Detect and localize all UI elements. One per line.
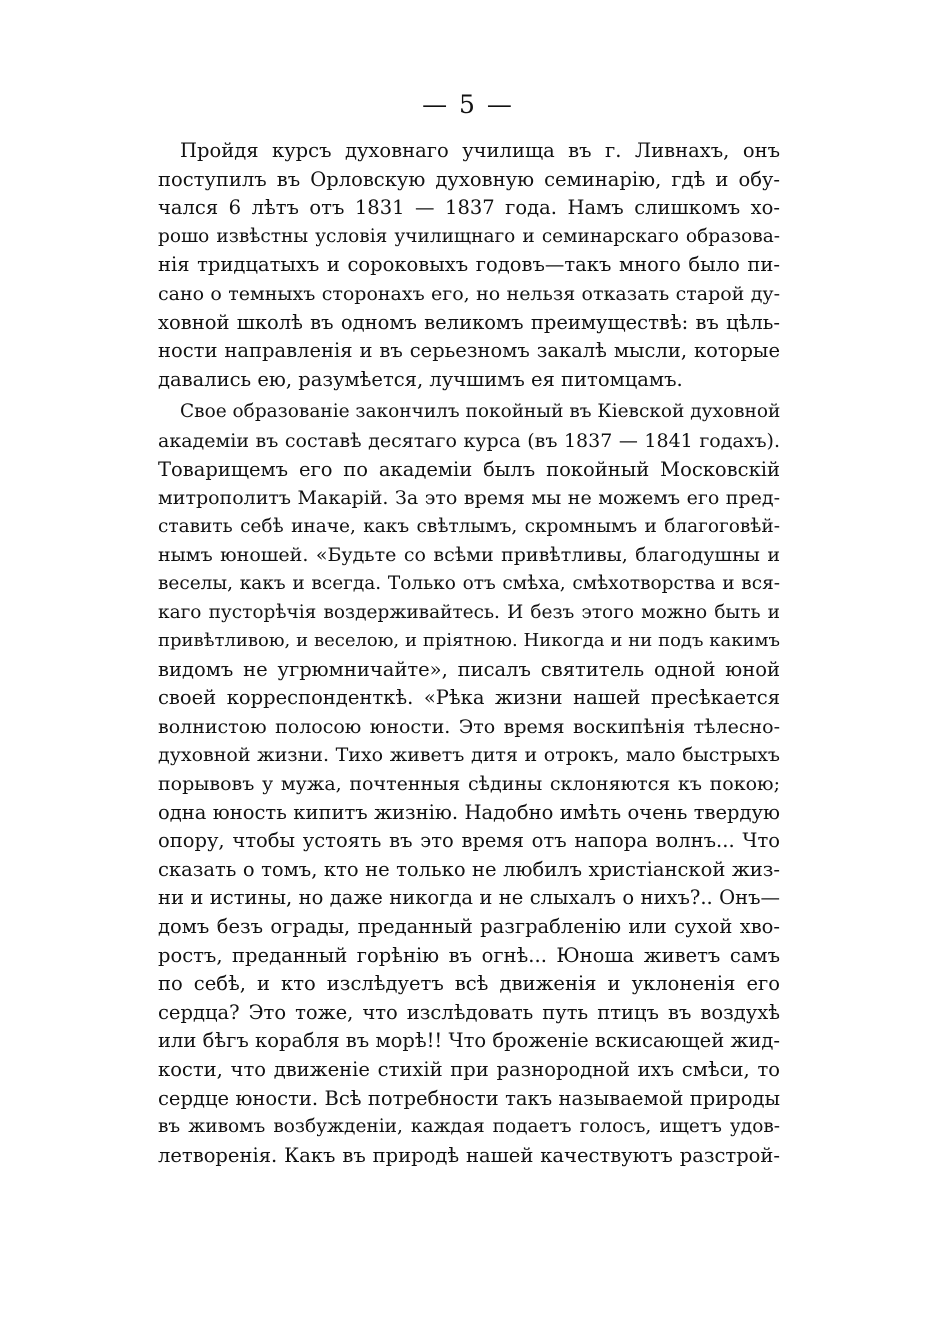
text-line: Свое образованіе закончилъ покойный въ Кіевской духовной [180,401,780,423]
text-line: летворенія. Какъ въ природѣ нашей качествуютъ разстрой- [158,1143,780,1167]
text-line: опору, чтобы устоять въ это время отъ напора волнъ... Что [158,829,780,853]
page-number: — 5 — [422,90,514,119]
body-text [158,137,780,1170]
text-line: видомъ не угрюмничайте», писалъ святитель одной юной [158,657,780,681]
text-line: ни и истины, но даже никогда и не слыхалъ о нихъ?.. Онъ— [158,886,780,910]
text-line: веселы, какъ и всегда. Только отъ смѣха, смѣхотворства и вся- [158,572,780,594]
text-line: сердце юности. Всѣ потребности такъ называемой природы [158,1086,780,1110]
text-line: чался 6 лѣтъ отъ 1831 — 1837 года. Намъ слишкомъ хо- [158,196,780,220]
paragraph [158,398,780,1170]
text-line: ростъ, преданный горѣнію въ огнѣ... Юноша живетъ самъ [158,943,780,967]
text-line: одна юность кипитъ жизнію. Надобно имѣть очень твердую [158,800,780,824]
text-line: поступилъ въ Орловскую духовную семинарію, гдѣ и обу- [158,167,780,191]
text-line: сердца? Это тоже, что изслѣдовать путь птицъ въ воздухѣ [158,1000,780,1024]
text-line: домъ безъ ограды, преданный разграбленію или сухой хво- [158,915,780,939]
text-line: сказать о томъ, кто не только не любилъ христіанской жиз- [158,857,780,881]
text-line: своей корреспонденткѣ. «Рѣка жизни нашей пресѣкается [158,686,780,710]
text-line: волнистою полосою юности. Это время воскипѣнія тѣлесно- [158,715,780,738]
text-line: по себѣ, и кто изслѣдуетъ всѣ движенія и уклоненія его [158,972,780,996]
text-line: Товарищемъ его по академіи былъ покойный Московскій [158,457,780,481]
text-line: сано о темныхъ сторонахъ его, но нельзя отказать старой ду- [158,282,780,305]
text-line: ности направленія и въ серьезномъ закалѣ мысли, которые [158,339,780,363]
text-line: ховной школѣ въ одномъ великомъ преимуществѣ: въ цѣль- [158,310,780,334]
text-line: рошо извѣстны условія училищнаго и семинарскаго образова- [158,225,780,247]
text-line: митрополитъ Макарій. За это время мы не можемъ его пред- [158,487,780,510]
text-line: кости, что движеніе стихій при разнородной ихъ смѣси, то [158,1058,780,1081]
text-line: нымъ юношей. «Будьте со всѣми привѣтливы, благодушны и [158,544,780,567]
text-line: каго пусторѣчія воздерживайтесь. И безъ этого можно быть и [158,601,780,623]
text-line: порывовъ у мужа, почтенныя сѣдины склоняются къ покою; [158,773,780,796]
text-line: давались ею, разумѣется, лучшимъ ея питомцамъ. [158,367,683,391]
text-line: Пройдя курсъ духовнаго училища въ г. Ливнахъ, онъ [180,139,780,162]
text-line: привѣтливою, и веселою, и пріятною. Никогда и ни подъ какимъ [158,630,780,652]
text-line: ставить себѣ иначе, какъ свѣтлымъ, скромнымъ и благоговѣй- [158,515,780,537]
text-line: или бѣгъ корабля въ морѣ!! Что броженіе вскисающей жид- [158,1029,780,1053]
paragraph [158,137,780,394]
text-line: нія тридцатыхъ и сороковыхъ годовъ—такъ много было пи- [158,253,780,277]
text-line: въ живомъ возбужденіи, каждая подаетъ голосъ, ищетъ удов- [158,1116,780,1138]
text-line: академіи въ составѣ десятаго курса (въ 1837 — 1841 годахъ). [158,429,780,452]
text-line: духовной жизни. Тихо живетъ дитя и отрокъ, мало быстрыхъ [158,744,780,767]
